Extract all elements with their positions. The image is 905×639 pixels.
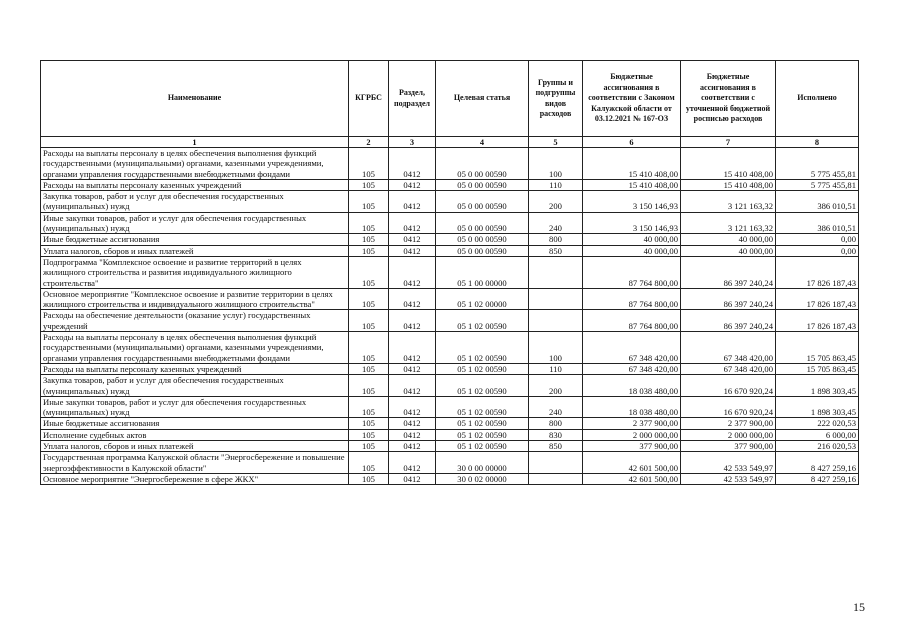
row-revised-amount: 3 121 163,32 (681, 191, 776, 213)
page-number: 15 (853, 600, 865, 614)
row-kgrbs: 105 (349, 452, 389, 474)
row-expense-type: 100 (529, 332, 583, 364)
column-number: 7 (681, 137, 776, 148)
row-name: Расходы на выплаты персоналу казенных учреждений (41, 179, 349, 190)
row-expense-type: 100 (529, 148, 583, 180)
row-expense-type: 850 (529, 245, 583, 256)
row-target-article: 05 1 02 00590 (436, 396, 529, 418)
row-target-article: 05 1 02 00590 (436, 310, 529, 332)
row-expense-type: 830 (529, 429, 583, 440)
row-law-amount: 18 038 480,00 (583, 396, 681, 418)
row-expense-type (529, 256, 583, 288)
row-law-amount: 2 000 000,00 (583, 429, 681, 440)
column-number-row (41, 137, 859, 148)
row-name: Иные бюджетные ассигнования (41, 234, 349, 245)
table-row (41, 418, 859, 429)
table-row (41, 429, 859, 440)
row-target-article: 05 1 02 00000 (436, 288, 529, 310)
column-header: Группы и подгруппы видов расходов (529, 61, 583, 137)
row-name: Иные бюджетные ассигнования (41, 418, 349, 429)
row-target-article: 05 0 00 00590 (436, 148, 529, 180)
header-row (41, 61, 859, 137)
row-expense-type (529, 288, 583, 310)
row-revised-amount: 16 670 920,24 (681, 396, 776, 418)
table-row (41, 396, 859, 418)
row-expense-type (529, 473, 583, 484)
row-name: Расходы на выплаты персоналу в целях обеспечения выполнения функций государственными (муниципальными) органами, казенными учреждениями, органами управления государственными внебюджетными фондами (41, 148, 349, 180)
column-header: Раздел, подраздел (389, 61, 436, 137)
row-executed-amount: 17 826 187,43 (776, 288, 859, 310)
column-header: Целевая статья (436, 61, 529, 137)
row-name: Иные закупки товаров, работ и услуг для обеспечения государственных (муниципальных) нужд (41, 212, 349, 234)
row-revised-amount: 2 000 000,00 (681, 429, 776, 440)
row-law-amount: 67 348 420,00 (583, 332, 681, 364)
row-revised-amount: 67 348 420,00 (681, 363, 776, 374)
row-section: 0412 (389, 396, 436, 418)
column-number: 2 (349, 137, 389, 148)
row-target-article: 05 0 00 00590 (436, 179, 529, 190)
row-revised-amount: 86 397 240,24 (681, 288, 776, 310)
row-revised-amount: 86 397 240,24 (681, 256, 776, 288)
table-row (41, 256, 859, 288)
row-section: 0412 (389, 256, 436, 288)
row-expense-type (529, 452, 583, 474)
row-expense-type: 240 (529, 212, 583, 234)
budget-table (40, 60, 859, 485)
row-executed-amount: 17 826 187,43 (776, 310, 859, 332)
table-row (41, 234, 859, 245)
row-law-amount: 2 377 900,00 (583, 418, 681, 429)
row-kgrbs: 105 (349, 212, 389, 234)
row-executed-amount: 1 898 303,45 (776, 396, 859, 418)
row-target-article: 05 0 00 00590 (436, 245, 529, 256)
row-executed-amount: 0,00 (776, 245, 859, 256)
row-name: Государственная программа Калужской области "Энергосбережение и повышение энергоэффективности в Калужской области" (41, 452, 349, 474)
row-law-amount: 15 410 408,00 (583, 148, 681, 180)
row-kgrbs: 105 (349, 375, 389, 397)
row-law-amount: 67 348 420,00 (583, 363, 681, 374)
row-revised-amount: 40 000,00 (681, 245, 776, 256)
row-section: 0412 (389, 418, 436, 429)
table-row (41, 452, 859, 474)
row-executed-amount: 216 020,53 (776, 441, 859, 452)
row-law-amount: 87 764 800,00 (583, 256, 681, 288)
row-name: Иные закупки товаров, работ и услуг для обеспечения государственных (муниципальных) нужд (41, 396, 349, 418)
row-section: 0412 (389, 288, 436, 310)
row-revised-amount: 40 000,00 (681, 234, 776, 245)
row-law-amount: 42 601 500,00 (583, 473, 681, 484)
row-revised-amount: 15 410 408,00 (681, 179, 776, 190)
row-kgrbs: 105 (349, 245, 389, 256)
column-number: 3 (389, 137, 436, 148)
table-row (41, 212, 859, 234)
row-executed-amount: 5 775 455,81 (776, 148, 859, 180)
table-row (41, 191, 859, 213)
row-name: Расходы на выплаты персоналу казенных учреждений (41, 363, 349, 374)
row-executed-amount: 222 020,53 (776, 418, 859, 429)
row-kgrbs: 105 (349, 332, 389, 364)
table-row (41, 245, 859, 256)
row-executed-amount: 15 705 863,45 (776, 363, 859, 374)
column-number: 6 (583, 137, 681, 148)
row-kgrbs: 105 (349, 396, 389, 418)
row-kgrbs: 105 (349, 256, 389, 288)
row-law-amount: 15 410 408,00 (583, 179, 681, 190)
row-section: 0412 (389, 245, 436, 256)
row-executed-amount: 6 000,00 (776, 429, 859, 440)
row-section: 0412 (389, 429, 436, 440)
table-row (41, 148, 859, 180)
row-law-amount: 40 000,00 (583, 245, 681, 256)
row-revised-amount: 16 670 920,24 (681, 375, 776, 397)
row-section: 0412 (389, 212, 436, 234)
column-number: 1 (41, 137, 349, 148)
row-revised-amount: 15 410 408,00 (681, 148, 776, 180)
column-number: 4 (436, 137, 529, 148)
row-revised-amount: 2 377 900,00 (681, 418, 776, 429)
row-executed-amount: 386 010,51 (776, 191, 859, 213)
row-revised-amount: 67 348 420,00 (681, 332, 776, 364)
row-law-amount: 377 900,00 (583, 441, 681, 452)
row-name: Исполнение судебных актов (41, 429, 349, 440)
row-section: 0412 (389, 332, 436, 364)
row-revised-amount: 86 397 240,24 (681, 310, 776, 332)
table-row (41, 473, 859, 484)
row-kgrbs: 105 (349, 473, 389, 484)
row-kgrbs: 105 (349, 418, 389, 429)
row-expense-type: 240 (529, 396, 583, 418)
row-target-article: 05 0 00 00590 (436, 191, 529, 213)
column-header: КГРБС (349, 61, 389, 137)
row-kgrbs: 105 (349, 429, 389, 440)
column-number: 5 (529, 137, 583, 148)
column-header: Наименование (41, 61, 349, 137)
row-target-article: 05 1 02 00590 (436, 429, 529, 440)
column-header: Бюджетные ассигнования в соответствии с Законом Калужской области от 03.12.2021 № 167-ОЗ (583, 61, 681, 137)
row-revised-amount: 42 533 549,97 (681, 452, 776, 474)
row-kgrbs: 105 (349, 363, 389, 374)
row-expense-type: 200 (529, 191, 583, 213)
row-target-article: 05 0 00 00590 (436, 212, 529, 234)
row-law-amount: 3 150 146,93 (583, 212, 681, 234)
row-target-article: 05 1 02 00590 (436, 418, 529, 429)
row-name: Расходы на обеспечение деятельности (оказание услуг) государственных учреждений (41, 310, 349, 332)
row-kgrbs: 105 (349, 234, 389, 245)
row-executed-amount: 1 898 303,45 (776, 375, 859, 397)
row-kgrbs: 105 (349, 179, 389, 190)
column-header: Бюджетные ассигнования в соответствии с уточненной бюджетной росписью расходов (681, 61, 776, 137)
row-target-article: 05 1 00 00000 (436, 256, 529, 288)
table-row (41, 288, 859, 310)
row-executed-amount: 17 826 187,43 (776, 256, 859, 288)
row-target-article: 05 0 00 00590 (436, 234, 529, 245)
row-expense-type: 850 (529, 441, 583, 452)
row-executed-amount: 0,00 (776, 234, 859, 245)
row-executed-amount: 386 010,51 (776, 212, 859, 234)
table-body (41, 148, 859, 485)
row-executed-amount: 15 705 863,45 (776, 332, 859, 364)
row-name: Закупка товаров, работ и услуг для обеспечения государственных (муниципальных) нужд (41, 375, 349, 397)
row-revised-amount: 377 900,00 (681, 441, 776, 452)
row-name: Основное мероприятие "Энергосбережение в сфере ЖКХ" (41, 473, 349, 484)
row-executed-amount: 5 775 455,81 (776, 179, 859, 190)
row-target-article: 30 0 00 00000 (436, 452, 529, 474)
row-executed-amount: 8 427 259,16 (776, 473, 859, 484)
row-section: 0412 (389, 452, 436, 474)
row-expense-type: 110 (529, 363, 583, 374)
row-expense-type: 800 (529, 418, 583, 429)
row-law-amount: 87 764 800,00 (583, 310, 681, 332)
column-header: Исполнено (776, 61, 859, 137)
row-kgrbs: 105 (349, 310, 389, 332)
column-number: 8 (776, 137, 859, 148)
row-section: 0412 (389, 375, 436, 397)
row-target-article: 05 1 02 00590 (436, 441, 529, 452)
row-name: Основное мероприятие "Комплексное освоение и развитие территории в целях жилищного строительства и индивидуального жилищного строительства" (41, 288, 349, 310)
row-expense-type (529, 310, 583, 332)
row-name: Уплата налогов, сборов и иных платежей (41, 245, 349, 256)
row-expense-type: 800 (529, 234, 583, 245)
row-section: 0412 (389, 191, 436, 213)
table-row (41, 310, 859, 332)
row-kgrbs: 105 (349, 441, 389, 452)
row-law-amount: 87 764 800,00 (583, 288, 681, 310)
row-expense-type: 110 (529, 179, 583, 190)
row-kgrbs: 105 (349, 288, 389, 310)
table-row (41, 332, 859, 364)
table-row (41, 363, 859, 374)
table-row (41, 179, 859, 190)
row-law-amount: 3 150 146,93 (583, 191, 681, 213)
row-law-amount: 42 601 500,00 (583, 452, 681, 474)
row-section: 0412 (389, 363, 436, 374)
row-section: 0412 (389, 473, 436, 484)
row-name: Закупка товаров, работ и услуг для обеспечения государственных (муниципальных) нужд (41, 191, 349, 213)
row-expense-type: 200 (529, 375, 583, 397)
row-target-article: 05 1 02 00590 (436, 375, 529, 397)
row-section: 0412 (389, 441, 436, 452)
row-kgrbs: 105 (349, 191, 389, 213)
row-section: 0412 (389, 310, 436, 332)
row-executed-amount: 8 427 259,16 (776, 452, 859, 474)
row-section: 0412 (389, 179, 436, 190)
row-section: 0412 (389, 234, 436, 245)
row-name: Уплата налогов, сборов и иных платежей (41, 441, 349, 452)
row-kgrbs: 105 (349, 148, 389, 180)
row-section: 0412 (389, 148, 436, 180)
row-target-article: 05 1 02 00590 (436, 332, 529, 364)
table-row (41, 441, 859, 452)
row-target-article: 30 0 02 00000 (436, 473, 529, 484)
row-name: Подпрограмма "Комплексное освоение и развитие территорий в целях жилищного строительства и развития индивидуального жилищного строительства" (41, 256, 349, 288)
row-law-amount: 40 000,00 (583, 234, 681, 245)
table-row (41, 375, 859, 397)
row-target-article: 05 1 02 00590 (436, 363, 529, 374)
row-revised-amount: 42 533 549,97 (681, 473, 776, 484)
row-name: Расходы на выплаты персоналу в целях обеспечения выполнения функций государственными (муниципальными) органами, казенными учреждениями, органами управления государственными внебюджетными фондами (41, 332, 349, 364)
row-law-amount: 18 038 480,00 (583, 375, 681, 397)
row-revised-amount: 3 121 163,32 (681, 212, 776, 234)
